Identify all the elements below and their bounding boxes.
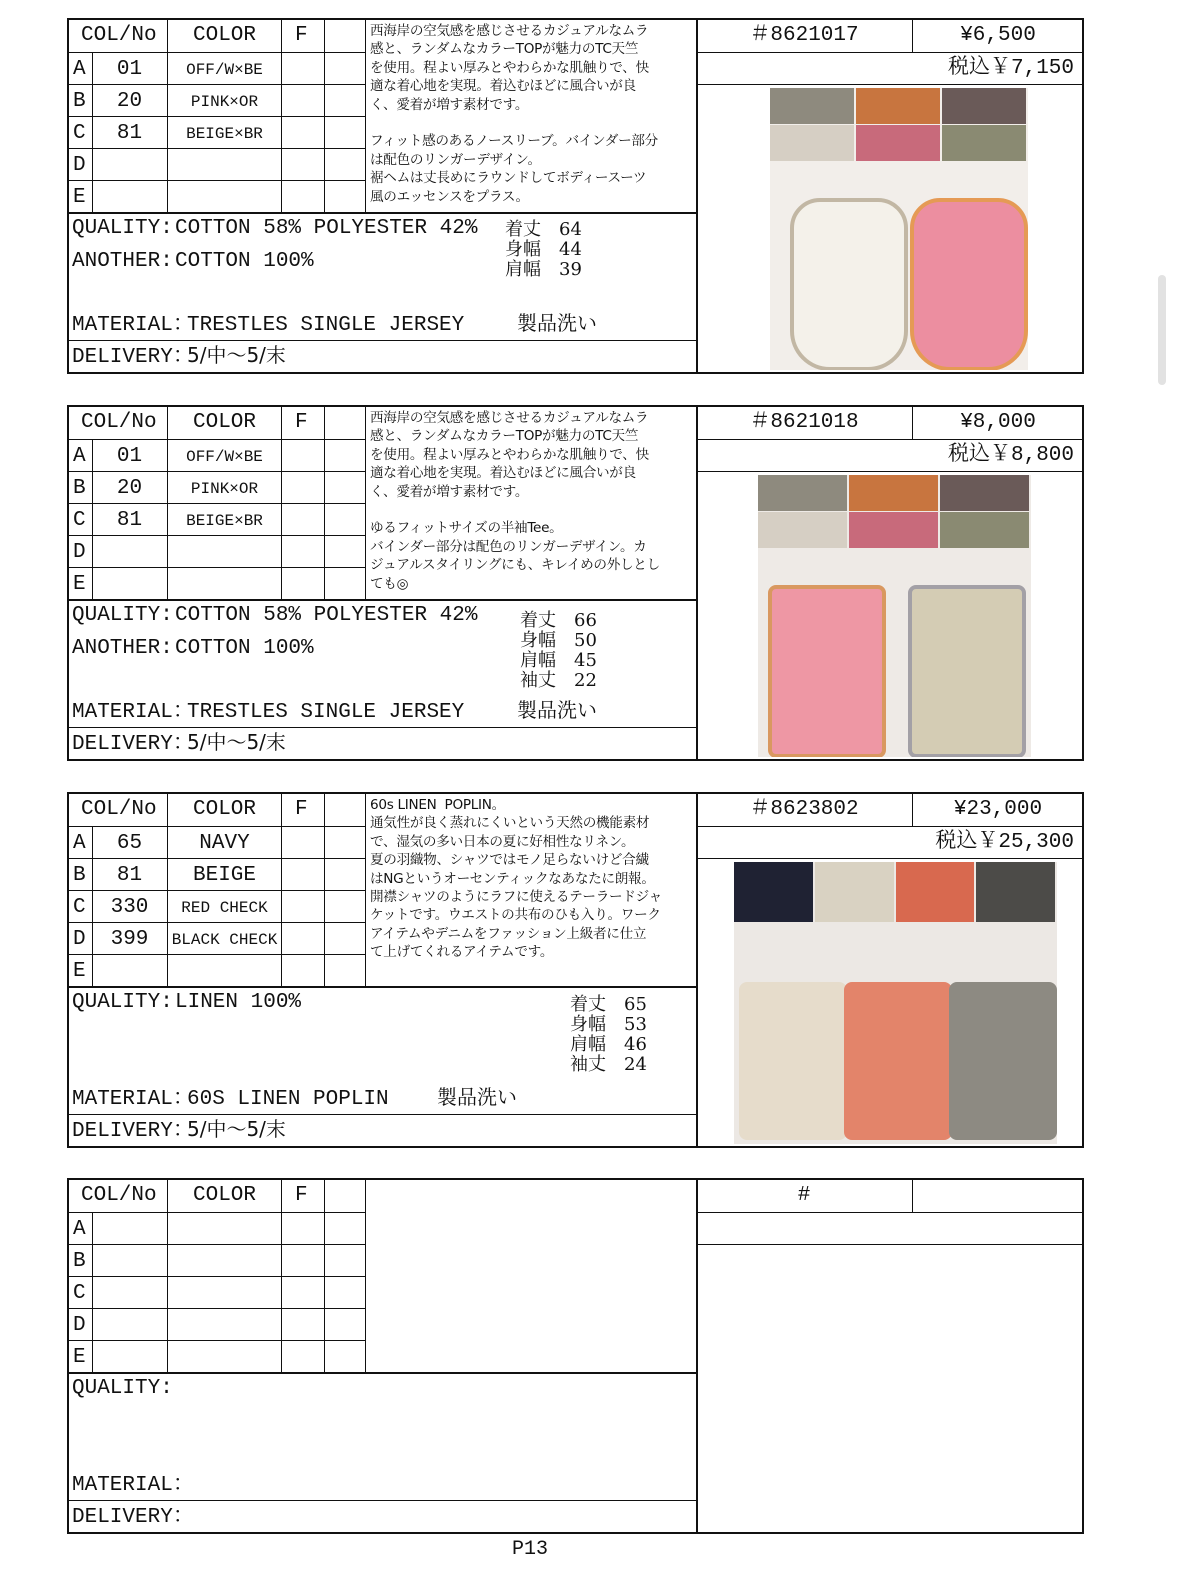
product-block — [67, 18, 1084, 374]
quality-value: COTTON 58% POLYESTER 42% — [175, 217, 478, 240]
fabric-swatch — [758, 512, 847, 548]
color-number: 81 — [116, 864, 143, 887]
table-rule — [67, 727, 698, 728]
garment-image — [844, 982, 952, 1140]
table-rule — [696, 858, 1084, 859]
table-rule — [67, 1178, 69, 1534]
tax-included-price: 税込￥8,800 — [947, 444, 1074, 467]
table-rule — [67, 148, 366, 149]
product-photo — [770, 88, 1028, 370]
table-rule — [167, 792, 168, 986]
material-label: MATERIAL： — [72, 314, 194, 337]
table-rule — [67, 1308, 366, 1309]
product-description: 西海岸の空気感を感じさせるカジュアルなムラ 感と、ランダムなカラーTOPが魅力のTC天竺 を使用。程よい厚みとやわらかな肌触りで、快 適な着心地を実現。着込むほどに風合いが良 く、愛着が増す素材です。 フィット感のあるノースリーブ。バインダー部分 は配色のリンガーデザイン。 裾ヘムは丈長めにラウンドしてボディースーツ 風のエッセンスをプラス。 — [370, 23, 658, 205]
another-label: ANOTHER: — [72, 637, 173, 660]
table-rule — [67, 599, 698, 601]
row-letter: E — [73, 573, 86, 596]
table-rule — [696, 826, 1084, 827]
row-letter: C — [73, 1282, 86, 1305]
table-rule — [67, 18, 1084, 20]
table-rule — [324, 1178, 325, 1372]
row-letter: C — [73, 122, 86, 145]
product-photo — [758, 475, 1031, 757]
fabric-swatch — [734, 862, 813, 922]
quality-label: QUALITY: — [72, 217, 173, 240]
row-letter: E — [73, 960, 86, 983]
fabric-swatch — [896, 862, 975, 922]
table-rule — [167, 18, 168, 212]
table-rule — [67, 922, 366, 923]
fabric-swatch — [856, 125, 940, 161]
table-rule — [67, 180, 366, 181]
fabric-swatch — [849, 475, 938, 511]
row-letter: D — [73, 154, 86, 177]
color-number: 330 — [110, 896, 149, 919]
row-letter: A — [73, 445, 86, 468]
color-header: COLOR — [193, 1184, 257, 1207]
table-rule — [67, 471, 366, 472]
table-rule — [67, 503, 366, 504]
table-rule — [67, 890, 366, 891]
table-rule — [67, 858, 366, 859]
another-value: COTTON 100% — [175, 250, 314, 273]
color-header: COLOR — [193, 411, 257, 434]
table-rule — [365, 18, 366, 212]
table-rule — [167, 1178, 168, 1372]
fabric-swatch — [942, 125, 1026, 161]
fabric-swatch — [940, 475, 1029, 511]
table-rule — [365, 405, 366, 599]
another-label: ANOTHER: — [72, 250, 173, 273]
table-rule — [696, 405, 698, 761]
fabric-swatch — [976, 862, 1055, 922]
style-number: ＃8621017 — [749, 24, 859, 47]
f-header: F — [295, 798, 308, 821]
table-rule — [1082, 18, 1084, 374]
table-rule — [696, 1178, 698, 1534]
col-no-header: COL/No — [81, 798, 157, 821]
product-block — [67, 405, 1084, 761]
row-letter: B — [73, 477, 86, 500]
size-spec: 身幅 50 — [520, 630, 597, 651]
table-rule — [67, 759, 1084, 761]
table-rule — [67, 1244, 366, 1245]
quality-value: COTTON 58% POLYESTER 42% — [175, 604, 478, 627]
table-rule — [696, 52, 1084, 53]
color-name: PINK×OR — [190, 93, 259, 111]
color-name: BEIGE — [192, 864, 256, 887]
table-rule — [67, 1212, 366, 1213]
tax-included-price: 税込￥25,300 — [935, 831, 1074, 854]
fabric-swatch — [770, 88, 854, 124]
table-rule — [67, 1276, 366, 1277]
row-letter: D — [73, 541, 86, 564]
table-rule — [167, 405, 168, 599]
product-block — [67, 1178, 1084, 1534]
table-rule — [1082, 792, 1084, 1148]
scrollbar[interactable] — [1158, 275, 1166, 385]
table-rule — [696, 84, 1084, 85]
material-label: MATERIAL： — [72, 701, 194, 724]
color-name: RED CHECK — [181, 899, 268, 917]
table-rule — [696, 792, 698, 1148]
table-rule — [67, 116, 366, 117]
product-description: 西海岸の空気感を感じさせるカジュアルなムラ 感と、ランダムなカラーTOPが魅力のTC天竺 を使用。程よい厚みとやわらかな肌触りで、快 適な着心地を実現。着込むほどに風合いが良 く、愛着が増す素材です。 ゆるフィットサイズの半袖Tee。 バインダー部分は配色のリンガーデザイン。カ ジュアルスタイリングにも、キレイめの外しとし ても◎ — [370, 410, 660, 592]
color-number: 399 — [110, 928, 149, 951]
row-letter: A — [73, 832, 86, 855]
size-spec: 肩幅 45 — [520, 650, 597, 671]
fabric-swatch — [815, 862, 894, 922]
color-number: 81 — [116, 122, 143, 145]
style-number: ＃8623802 — [749, 798, 859, 821]
fabric-swatch — [856, 88, 940, 124]
material-label: MATERIAL： — [72, 1088, 194, 1111]
table-rule — [1082, 405, 1084, 761]
garment-image — [768, 585, 886, 757]
color-name: BEIGE×BR — [186, 512, 263, 530]
quality-label: QUALITY: — [72, 1377, 173, 1400]
table-rule — [67, 986, 698, 988]
fabric-swatch — [942, 88, 1026, 124]
table-rule — [67, 405, 1084, 407]
table-rule — [67, 212, 698, 214]
delivery-label: DELIVERY： — [72, 1120, 194, 1143]
table-rule — [67, 340, 698, 341]
delivery-value: 5/中〜5/末 — [187, 1117, 286, 1141]
color-number: 20 — [116, 90, 143, 113]
material-label: MATERIAL： — [72, 1474, 194, 1497]
fabric-swatch — [770, 125, 854, 161]
table-rule — [696, 18, 698, 374]
table-rule — [912, 1178, 913, 1212]
table-rule — [67, 372, 1084, 374]
row-letter: D — [73, 928, 86, 951]
size-spec: 着丈 64 — [505, 219, 582, 240]
size-spec: 袖丈 24 — [570, 1054, 647, 1075]
col-no-header: COL/No — [81, 1184, 157, 1207]
delivery-label: DELIVERY： — [72, 733, 194, 756]
color-number: 01 — [116, 58, 143, 81]
color-number: 20 — [116, 477, 143, 500]
f-header: F — [295, 24, 308, 47]
size-spec: 肩幅 46 — [570, 1034, 647, 1055]
size-spec: 肩幅 39 — [505, 259, 582, 280]
size-specs — [520, 611, 597, 691]
size-specs — [570, 995, 647, 1075]
color-number: 81 — [116, 509, 143, 532]
style-number: # — [797, 1184, 811, 1207]
quality-label: QUALITY: — [72, 991, 173, 1014]
color-name: BLACK CHECK — [171, 931, 278, 949]
row-letter: B — [73, 864, 86, 887]
row-letter: D — [73, 1314, 86, 1337]
table-rule — [67, 1532, 1084, 1534]
another-value: COTTON 100% — [175, 637, 314, 660]
size-spec: 身幅 44 — [505, 239, 582, 260]
f-header: F — [295, 411, 308, 434]
table-rule — [67, 1114, 698, 1115]
table-rule — [67, 535, 366, 536]
size-specs — [505, 220, 582, 280]
wash-note: 製品洗い — [517, 311, 597, 335]
table-rule — [67, 1146, 1084, 1148]
table-rule — [67, 567, 366, 568]
table-rule — [67, 52, 366, 53]
table-rule — [67, 1340, 366, 1341]
wash-note: 製品洗い — [437, 1085, 517, 1109]
color-header: COLOR — [193, 798, 257, 821]
fabric-swatch — [758, 475, 847, 511]
row-letter: E — [73, 1346, 86, 1369]
table-rule — [696, 1244, 1084, 1245]
table-rule — [67, 1372, 698, 1374]
price: ¥8,000 — [960, 411, 1036, 434]
color-number: 01 — [116, 445, 143, 468]
table-rule — [696, 1212, 1084, 1213]
table-rule — [67, 1178, 1084, 1180]
table-rule — [92, 1212, 93, 1372]
table-rule — [67, 84, 366, 85]
col-no-header: COL/No — [81, 24, 157, 47]
table-rule — [365, 1178, 366, 1372]
style-number: ＃8621018 — [749, 411, 859, 434]
row-letter: E — [73, 186, 86, 209]
quality-label: QUALITY: — [72, 604, 173, 627]
table-rule — [365, 792, 366, 986]
row-letter: A — [73, 1218, 86, 1241]
table-rule — [1082, 1178, 1084, 1534]
row-letter: B — [73, 1250, 86, 1273]
table-rule — [67, 954, 366, 955]
table-rule — [67, 826, 366, 827]
table-rule — [324, 792, 325, 986]
garment-image — [739, 982, 847, 1140]
product-description: 60s LINEN POPLIN。 通気性が良く蒸れにくいという天然の機能素材 で、湿気の多い日本の夏に好相性なリネン。 夏の羽織物、シャツではモノ足らないけど合繊 はNGというオーセンティックなあなたに朗報。 開襟シャツのようにラフに使えるテーラードジャ ケットです。ウエストの共布のひも入り。ワーク アイテムやデニムをファッション上級者に仕立 て上げてくれるアイテムです。 — [370, 797, 662, 961]
color-number: 65 — [116, 832, 143, 855]
product-photo — [734, 862, 1057, 1144]
row-letter: B — [73, 90, 86, 113]
material-value: 60S LINEN POPLIN — [187, 1088, 389, 1111]
color-name: OFF/W×BE — [186, 61, 263, 79]
product-block — [67, 792, 1084, 1148]
color-name: NAVY — [199, 832, 250, 855]
garment-image — [790, 198, 908, 370]
row-letter: C — [73, 896, 86, 919]
f-header: F — [295, 1184, 308, 1207]
material-value: TRESTLES SINGLE JERSEY — [187, 314, 465, 337]
size-spec: 着丈 65 — [570, 994, 647, 1015]
page-number: P13 — [512, 1538, 549, 1561]
table-rule — [324, 18, 325, 212]
size-spec: 袖丈 22 — [520, 670, 597, 691]
garment-image — [908, 585, 1026, 757]
fabric-swatch — [940, 512, 1029, 548]
delivery-label: DELIVERY： — [72, 1506, 194, 1529]
tax-included-price: 税込￥7,150 — [947, 57, 1074, 80]
table-rule — [696, 439, 1084, 440]
color-header: COLOR — [193, 24, 257, 47]
delivery-value: 5/中〜5/末 — [187, 343, 286, 367]
garment-image — [949, 982, 1057, 1140]
row-letter: C — [73, 509, 86, 532]
size-spec: 身幅 53 — [570, 1014, 647, 1035]
color-name: PINK×OR — [190, 480, 259, 498]
fabric-swatch — [849, 512, 938, 548]
table-rule — [281, 1178, 282, 1372]
table-rule — [281, 792, 282, 986]
row-letter: A — [73, 58, 86, 81]
col-no-header: COL/No — [81, 411, 157, 434]
table-rule — [67, 439, 366, 440]
delivery-label: DELIVERY： — [72, 346, 194, 369]
table-rule — [67, 1500, 698, 1501]
table-rule — [281, 405, 282, 599]
quality-value: LINEN 100% — [175, 991, 302, 1014]
table-rule — [281, 18, 282, 212]
table-rule — [67, 792, 1084, 794]
price: ¥6,500 — [960, 24, 1036, 47]
table-rule — [696, 471, 1084, 472]
size-spec: 着丈 66 — [520, 610, 597, 631]
material-value: TRESTLES SINGLE JERSEY — [187, 701, 465, 724]
garment-image — [910, 198, 1028, 370]
color-name: OFF/W×BE — [186, 448, 263, 466]
wash-note: 製品洗い — [517, 698, 597, 722]
price: ¥23,000 — [953, 798, 1043, 821]
table-rule — [324, 405, 325, 599]
delivery-value: 5/中〜5/末 — [187, 730, 286, 754]
color-name: BEIGE×BR — [186, 125, 263, 143]
